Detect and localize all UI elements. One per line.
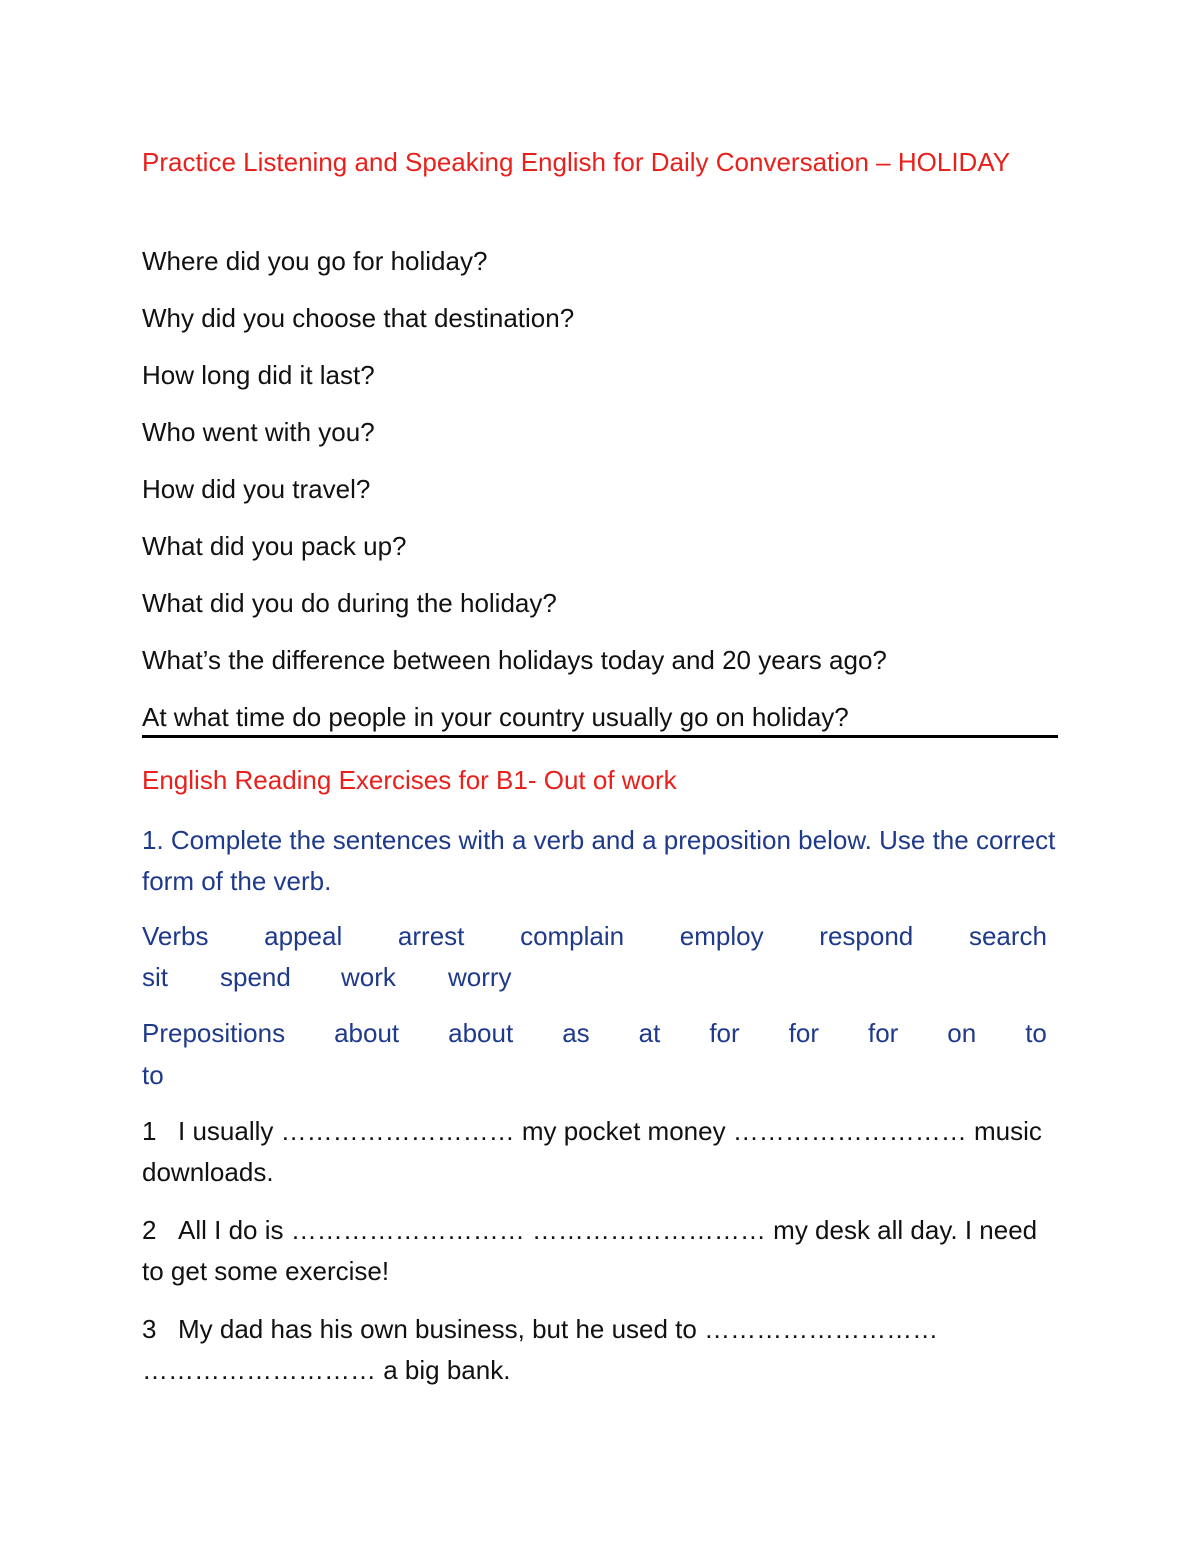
verb-word: worry (448, 962, 512, 992)
preposition-word: to (142, 1060, 164, 1090)
verb-word: appeal (264, 921, 343, 951)
preposition-word: for (709, 1018, 740, 1048)
verb-word: search (968, 921, 1047, 951)
verb-word: arrest (397, 921, 465, 951)
preposition-word: for (788, 1018, 819, 1048)
exercise-text: All I do is ……………………… ……………………… my desk all day. I need to get some exercise! (142, 1215, 1038, 1286)
question-5: How did you travel? (142, 474, 371, 504)
question-8: What’s the difference between holidays today and 20 years ago? (142, 645, 887, 675)
verb-word: work (341, 962, 396, 992)
exercise-number: 3 (142, 1314, 157, 1344)
reading-title: English Reading Exercises for B1- Out of work (142, 765, 677, 795)
verb-word: employ (679, 921, 764, 951)
verbs-row (142, 920, 1047, 952)
verbs-row-continued (142, 961, 512, 993)
preposition-word: as (562, 1018, 590, 1048)
preposition-word: about (448, 1018, 514, 1048)
section-divider (142, 735, 1058, 738)
question-3: How long did it last? (142, 360, 375, 390)
verb-word: complain (520, 921, 625, 951)
preposition-word: at (638, 1018, 661, 1048)
question-1: Where did you go for holiday? (142, 246, 488, 276)
holiday-title: Practice Listening and Speaking English for Daily Conversation – HOLIDAY (142, 147, 1011, 177)
exercise-number: 1 (142, 1116, 157, 1146)
preposition-word: to (1025, 1018, 1047, 1048)
exercise-text: My dad has his own business, but he used to ……………………… ……………………… a big bank. (142, 1314, 939, 1385)
verb-word: spend (220, 962, 291, 992)
question-4: Who went with you? (142, 417, 375, 447)
verbs-label: Verbs (142, 921, 209, 951)
prepositions-label: Prepositions (142, 1018, 286, 1048)
exercise-text: I usually ……………………… my pocket money ……………………… music downloads. (142, 1116, 1042, 1187)
preposition-word: for (867, 1018, 899, 1048)
question-2: Why did you choose that destination? (142, 303, 575, 333)
exercise-instruction: 1. Complete the sentences with a verb and a preposition below. Use the correct form of the verb. (142, 825, 1056, 896)
exercise-number: 2 (142, 1215, 157, 1245)
exercise-item-1 (142, 1111, 1052, 1193)
exercise-item-3 (142, 1309, 1052, 1391)
exercise-item-2 (142, 1210, 1052, 1292)
prepositions-row-continued (142, 1059, 164, 1091)
verb-word: sit (142, 962, 168, 992)
preposition-word: about (334, 1018, 400, 1048)
prepositions-row (142, 1017, 1047, 1049)
preposition-word: on (947, 1018, 977, 1048)
verb-word: respond (819, 921, 914, 951)
question-7: What did you do during the holiday? (142, 588, 557, 618)
question-9: At what time do people in your country usually go on holiday? (142, 702, 849, 732)
question-6: What did you pack up? (142, 531, 407, 561)
